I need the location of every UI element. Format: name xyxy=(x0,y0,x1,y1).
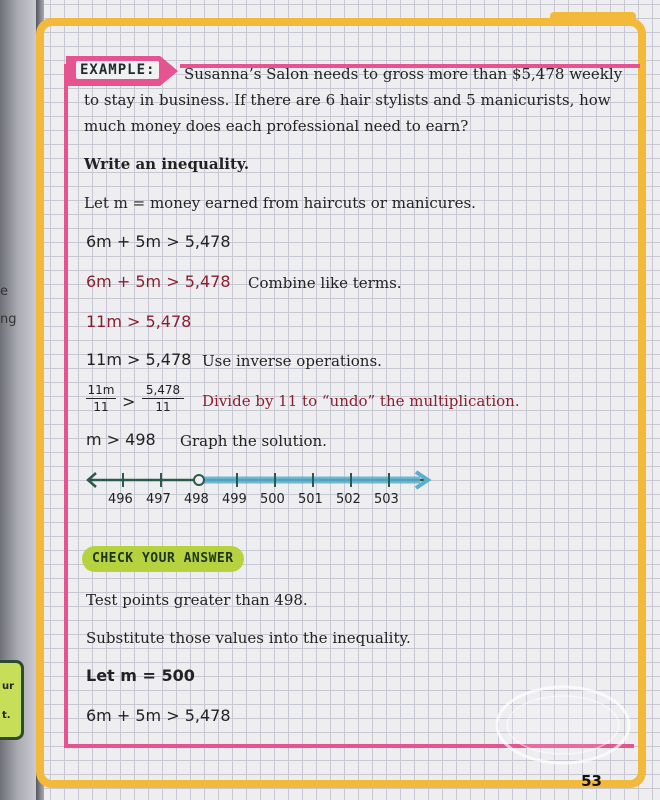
check-line-1: Test points greater than 498. xyxy=(86,591,308,609)
fraction-right-numerator: 5,478 xyxy=(145,383,181,397)
note-divide: Divide by 11 to “undo” the multiplication. xyxy=(202,392,520,410)
check-line-2: Substitute those values into the inequality. xyxy=(86,629,411,647)
equation-1: 6m + 5m > 5,478 xyxy=(86,232,231,251)
number-line xyxy=(80,462,440,496)
let-definition: Let m = money earned from haircuts or manicures. xyxy=(84,194,476,212)
number-line-label-499: 499 xyxy=(222,492,247,507)
open-circle-498 xyxy=(194,475,204,485)
page-number: 53 xyxy=(581,772,602,790)
fraction-greater-than: > xyxy=(122,392,136,411)
number-line-label-497: 497 xyxy=(146,492,171,507)
left-page-green-box xyxy=(0,660,24,740)
fraction-left-numerator: 11m xyxy=(87,383,115,397)
number-line-label-498: 498 xyxy=(184,492,209,507)
note-inverse: Use inverse operations. xyxy=(202,352,382,370)
check-line-4: 6m + 5m > 5,478 xyxy=(86,706,231,725)
check-answer-tag: CHECK YOUR ANSWER xyxy=(82,546,244,572)
page-yellow-tab xyxy=(550,12,636,26)
check-line-3: Let m = 500 xyxy=(86,666,195,685)
number-line-label-500: 500 xyxy=(260,492,285,507)
example-prompt-line-2: to stay in business. If there are 6 hair stylists and 5 manicurists, how xyxy=(84,91,611,109)
note-combine: Combine like terms. xyxy=(248,274,402,292)
note-graph: Graph the solution. xyxy=(180,432,327,450)
equation-3: 11m > 5,478 xyxy=(86,312,192,331)
equation-6: m > 498 xyxy=(86,430,156,449)
number-line-label-502: 502 xyxy=(336,492,361,507)
number-line-label-496: 496 xyxy=(108,492,133,507)
left-page-text-fragment: e xyxy=(0,284,8,299)
left-page-text-fragment: ng xyxy=(0,312,17,327)
equation-4: 11m > 5,478 xyxy=(86,350,192,369)
fraction-left-denominator: 11 xyxy=(93,400,109,414)
number-line-label-501: 501 xyxy=(298,492,323,507)
watermark-seal-inner xyxy=(507,696,619,754)
equation-2: 6m + 5m > 5,478 xyxy=(86,272,231,291)
number-line-label-503: 503 xyxy=(374,492,399,507)
fraction-left xyxy=(86,383,116,414)
step-heading: Write an inequality. xyxy=(84,155,250,173)
left-green-fragment: t. xyxy=(2,710,11,721)
fraction-right xyxy=(142,383,184,414)
fraction-right-denominator: 11 xyxy=(155,400,171,414)
left-green-fragment: ur xyxy=(2,681,15,692)
example-prompt-line-3: much money does each professional need to earn? xyxy=(84,117,469,135)
watermark-seal xyxy=(488,680,638,770)
example-prompt-line-1: Susanna’s Salon needs to gross more than $5,478 weekly xyxy=(184,65,623,83)
example-label: EXAMPLE: xyxy=(76,61,159,79)
fraction-bar xyxy=(86,398,116,399)
fraction-bar xyxy=(142,398,184,399)
